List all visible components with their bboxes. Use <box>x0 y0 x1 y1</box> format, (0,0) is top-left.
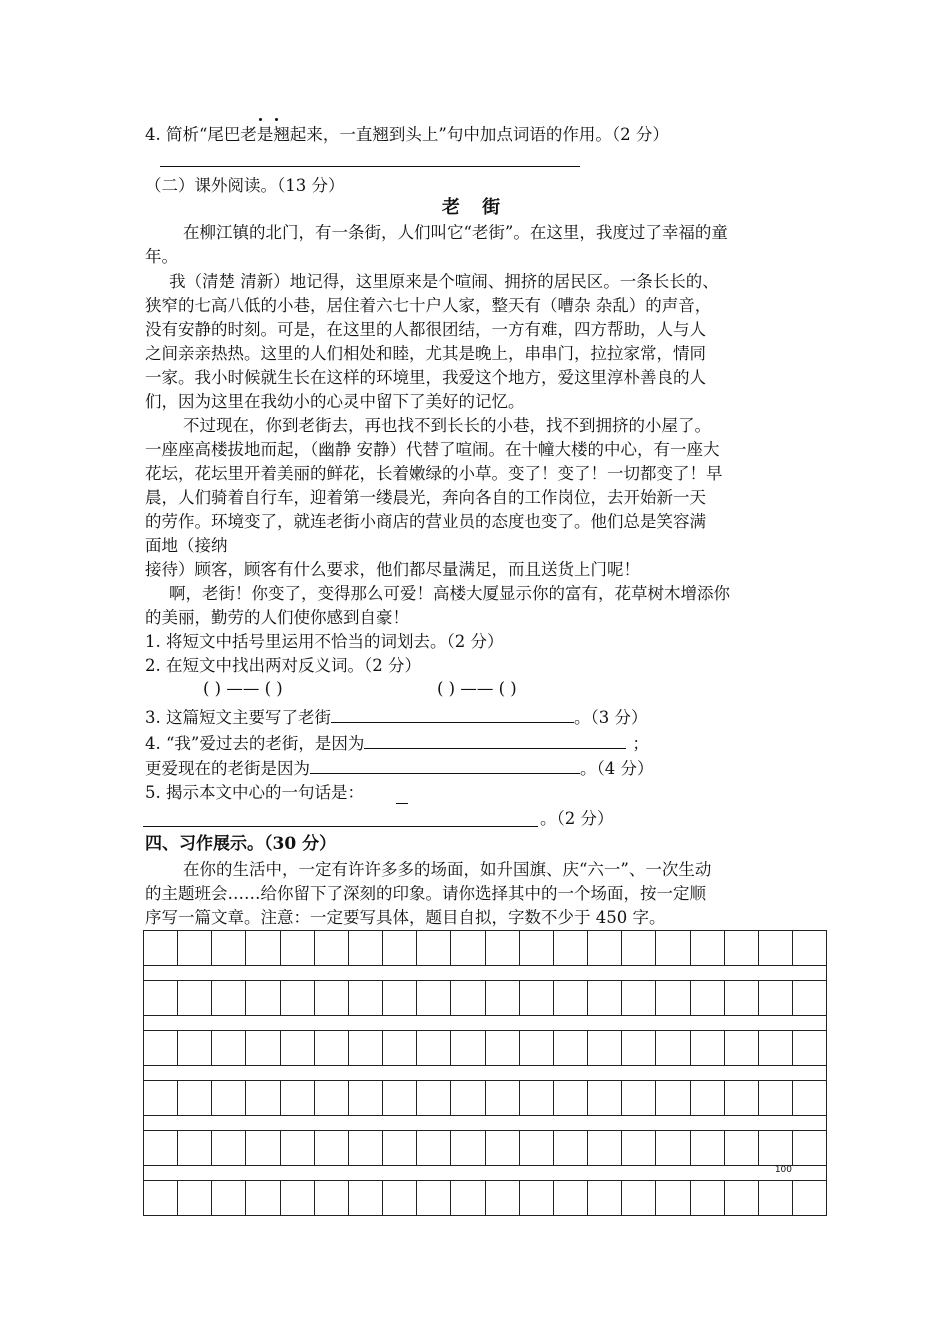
grid-cell[interactable] <box>793 1081 826 1115</box>
grid-cell[interactable] <box>520 1131 554 1165</box>
grid-cell[interactable] <box>793 931 826 965</box>
paragraph-2: 我（清楚 清新）地记得，这里原来是个喧闹、拥挤的居民区。一条长长的、 <box>169 272 719 291</box>
grid-cell[interactable] <box>383 1181 417 1215</box>
grid-cell[interactable] <box>144 1081 178 1115</box>
paragraph-3: 面地（接纳 <box>145 536 228 555</box>
answer-line[interactable] <box>331 706 574 723</box>
grid-cell[interactable] <box>691 1031 725 1065</box>
grid-cell[interactable] <box>315 981 349 1015</box>
grid-cell[interactable] <box>554 981 588 1015</box>
question-3 <box>145 706 648 729</box>
grid-cell[interactable] <box>281 981 315 1015</box>
grid-cell[interactable] <box>417 1131 451 1165</box>
grid-cell[interactable] <box>759 1181 793 1215</box>
grid-cell[interactable] <box>178 931 212 965</box>
grid-cell[interactable] <box>383 981 417 1015</box>
grid-cell[interactable] <box>656 1181 690 1215</box>
grid-cell[interactable] <box>451 1081 485 1115</box>
grid-cell[interactable] <box>383 931 417 965</box>
grid-cell[interactable] <box>486 1031 520 1065</box>
antonym-pair-2[interactable]: ( ) —— ( ) <box>437 679 517 698</box>
grid-cell[interactable] <box>486 1181 520 1215</box>
grid-cell[interactable] <box>349 1081 383 1115</box>
grid-cell[interactable] <box>246 1031 280 1065</box>
grid-cell[interactable] <box>281 1081 315 1115</box>
composition-prompt: 序写一篇文章。注意：一定要写具体，题目自拟，字数不少于 450 字。 <box>145 908 666 927</box>
grid-cell[interactable] <box>520 931 554 965</box>
paragraph-3: 晨，人们骑着自行车，迎着第一缕晨光，奔向各自的工作岗位，去开始新一天 <box>145 488 706 507</box>
grid-cell[interactable] <box>725 1181 759 1215</box>
writing-grid[interactable] <box>143 930 827 1216</box>
grid-cell[interactable] <box>725 1081 759 1115</box>
grid-cell[interactable] <box>178 1031 212 1065</box>
question-4b-score: 。（4 分） <box>580 759 654 778</box>
grid-cell[interactable] <box>383 1131 417 1165</box>
grid-cell[interactable] <box>212 1131 246 1165</box>
grid-cell[interactable] <box>622 1181 656 1215</box>
grid-row[interactable] <box>143 980 827 1015</box>
grid-cell[interactable] <box>759 1131 793 1165</box>
grid-gap <box>143 1015 827 1030</box>
antonym-pair-1[interactable]: ( ) —— ( ) <box>203 679 283 698</box>
grid-cell[interactable] <box>793 1181 826 1215</box>
paragraph-3: 的劳作。环境变了，就连老街小商店的营业员的态度也变了。他们总是笑容满 <box>145 512 706 531</box>
grid-gap <box>143 1065 827 1080</box>
grid-cell[interactable] <box>656 1131 690 1165</box>
grid-cell[interactable] <box>554 1131 588 1165</box>
question-4a-text: 4. “我”爱过去的老街，是因为 <box>145 734 365 753</box>
story-title: 老 街 <box>441 197 509 218</box>
grid-cell[interactable] <box>520 1081 554 1115</box>
paragraph-2: 没有安静的时刻。可是，在这里的人都很团结，一方有难，四方帮助，人与人 <box>145 320 706 339</box>
answer-line[interactable] <box>364 732 626 749</box>
grid-cell[interactable] <box>588 1131 622 1165</box>
grid-cell[interactable] <box>793 981 826 1015</box>
grid-cell[interactable] <box>315 1031 349 1065</box>
question-4a <box>145 732 649 755</box>
question-3-text: 3. 这篇短文主要写了老街 <box>145 708 331 727</box>
grid-cell[interactable] <box>281 1181 315 1215</box>
grid-cell[interactable] <box>520 981 554 1015</box>
answer-line[interactable] <box>143 826 538 827</box>
paragraph-1: 年。 <box>145 247 178 266</box>
answer-line[interactable] <box>396 803 408 804</box>
emphasis-dot <box>275 118 278 121</box>
grid-cell[interactable] <box>451 931 485 965</box>
paragraph-2: 一家。我小时候就生长在这样的环境里，我爱这个地方，爱这里淳朴善良的人 <box>145 368 706 387</box>
composition-prompt: 在你的生活中，一定有许许多多的场面，如升国旗、庆“六一”、一次生动 <box>183 860 712 879</box>
grid-cell[interactable] <box>178 1181 212 1215</box>
grid-cell[interactable] <box>725 1131 759 1165</box>
grid-cell[interactable] <box>759 931 793 965</box>
grid-cell[interactable] <box>417 931 451 965</box>
grid-cell[interactable] <box>622 1131 656 1165</box>
grid-cell[interactable] <box>486 1081 520 1115</box>
answer-line[interactable] <box>160 166 580 167</box>
grid-cell[interactable] <box>451 1031 485 1065</box>
paragraph-1: 在柳江镇的北门，有一条街，人们叫它“老街”。在这里，我度过了幸福的童 <box>183 223 728 242</box>
grid-cell[interactable] <box>178 1131 212 1165</box>
grid-cell[interactable] <box>281 1031 315 1065</box>
grid-row[interactable] <box>143 1030 827 1065</box>
grid-cell[interactable] <box>486 931 520 965</box>
grid-cell[interactable] <box>554 931 588 965</box>
grid-cell[interactable] <box>759 981 793 1015</box>
grid-cell[interactable] <box>725 1031 759 1065</box>
grid-cell[interactable] <box>383 1081 417 1115</box>
paragraph-2: 狭窄的七高八低的小巷，居住着六七十户人家，整天有（嘈杂 杂乱）的声音， <box>145 296 712 315</box>
paragraph-2: 之间亲亲热热。这里的人们相处和睦，尤其是晚上，串串门，拉拉家常，情同 <box>145 344 706 363</box>
question-5: 5. 揭示本文中心的一句话是： <box>145 783 364 802</box>
grid-cell[interactable] <box>212 1081 246 1115</box>
grid-row[interactable] <box>143 1130 827 1165</box>
grid-cell[interactable] <box>315 1081 349 1115</box>
grid-cell[interactable] <box>212 1181 246 1215</box>
grid-cell[interactable] <box>281 1131 315 1165</box>
grid-cell[interactable] <box>315 931 349 965</box>
question-4b-text: 更爱现在的老街是因为 <box>145 759 310 778</box>
grid-cell[interactable] <box>691 1131 725 1165</box>
grid-cell[interactable] <box>349 931 383 965</box>
word-count-marker: 100 <box>774 1165 792 1175</box>
grid-cell[interactable] <box>144 981 178 1015</box>
grid-cell[interactable] <box>520 1181 554 1215</box>
paragraph-2: 们，因为这里在我幼小的心灵中留下了美好的记忆。 <box>145 392 525 411</box>
grid-row[interactable] <box>143 1080 827 1115</box>
grid-cell[interactable] <box>417 981 451 1015</box>
grid-cell[interactable] <box>349 981 383 1015</box>
grid-cell[interactable] <box>554 1081 588 1115</box>
grid-cell[interactable] <box>212 981 246 1015</box>
grid-cell[interactable] <box>622 931 656 965</box>
grid-cell[interactable] <box>144 931 178 965</box>
grid-cell[interactable] <box>451 1181 485 1215</box>
grid-cell[interactable] <box>691 1181 725 1215</box>
grid-cell[interactable] <box>725 931 759 965</box>
grid-cell[interactable] <box>554 1181 588 1215</box>
grid-cell[interactable] <box>178 1081 212 1115</box>
grid-cell[interactable] <box>178 981 212 1015</box>
grid-cell[interactable] <box>417 1081 451 1115</box>
grid-cell[interactable] <box>793 1131 826 1165</box>
grid-cell[interactable] <box>520 1031 554 1065</box>
grid-cell[interactable] <box>588 1031 622 1065</box>
grid-gap <box>143 965 827 980</box>
grid-cell[interactable] <box>588 931 622 965</box>
grid-cell[interactable] <box>451 1131 485 1165</box>
grid-cell[interactable] <box>144 1181 178 1215</box>
section-heading-writing: 四、习作展示。（30 分） <box>145 834 337 854</box>
section-heading-reading: （二）课外阅读。（13 分） <box>145 176 345 195</box>
answer-line[interactable] <box>310 757 580 774</box>
grid-cell[interactable] <box>656 1081 690 1115</box>
grid-cell[interactable] <box>554 1031 588 1065</box>
grid-cell[interactable] <box>588 1181 622 1215</box>
grid-cell[interactable] <box>144 1131 178 1165</box>
grid-cell[interactable] <box>281 931 315 965</box>
grid-cell[interactable] <box>451 981 485 1015</box>
grid-cell[interactable] <box>622 1031 656 1065</box>
grid-cell[interactable] <box>656 1031 690 1065</box>
grid-cell[interactable] <box>656 981 690 1015</box>
grid-row[interactable] <box>143 1180 827 1216</box>
paragraph-3: 不过现在，你到老街去，再也找不到长长的小巷，找不到拥挤的小屋了。 <box>183 416 711 435</box>
grid-cell[interactable] <box>486 1131 520 1165</box>
grid-row[interactable] <box>143 930 827 965</box>
grid-cell[interactable] <box>691 981 725 1015</box>
grid-cell[interactable] <box>417 1031 451 1065</box>
question-3-score: 。（3 分） <box>574 708 648 727</box>
grid-cell[interactable] <box>246 1081 280 1115</box>
grid-cell[interactable] <box>656 931 690 965</box>
grid-cell[interactable] <box>417 1181 451 1215</box>
grid-cell[interactable] <box>588 981 622 1015</box>
grid-cell[interactable] <box>212 1031 246 1065</box>
grid-cell[interactable] <box>246 1131 280 1165</box>
grid-cell[interactable] <box>622 981 656 1015</box>
question-4a-end: ； <box>632 734 649 753</box>
paragraph-3: 接待）顾客，顾客有什么要求，他们都尽量满足，而且送货上门呢！ <box>145 560 640 579</box>
grid-cell[interactable] <box>246 1181 280 1215</box>
grid-cell[interactable] <box>691 931 725 965</box>
grid-cell[interactable] <box>759 1031 793 1065</box>
grid-cell[interactable] <box>315 1131 349 1165</box>
grid-cell[interactable] <box>246 931 280 965</box>
question-2: 2. 在短文中找出两对反义词。（2 分） <box>145 656 421 675</box>
grid-cell[interactable] <box>725 981 759 1015</box>
question-4-previous: 4. 简析“尾巴老是翘起来，一直翘到头上”句中加点词语的作用。（2 分） <box>145 125 669 144</box>
grid-cell[interactable] <box>212 931 246 965</box>
composition-prompt: 的主题班会……给你留下了深刻的印象。请你选择其中的一个场面，按一定顺 <box>145 884 706 903</box>
grid-cell[interactable] <box>315 1181 349 1215</box>
grid-gap <box>143 1165 827 1180</box>
grid-gap <box>143 1115 827 1130</box>
grid-cell[interactable] <box>383 1031 417 1065</box>
grid-cell[interactable] <box>246 981 280 1015</box>
grid-cell[interactable] <box>691 1081 725 1115</box>
grid-cell[interactable] <box>349 1031 383 1065</box>
grid-cell[interactable] <box>588 1081 622 1115</box>
grid-cell[interactable] <box>793 1031 826 1065</box>
grid-cell[interactable] <box>759 1081 793 1115</box>
paragraph-3: 一座座高楼拔地而起，（幽静 安静）代替了喧闹。在十幢大楼的中心，有一座大 <box>145 440 720 459</box>
paragraph-4: 啊，老街！你变了，变得那么可爱！高楼大厦显示你的富有，花草树木增添你 <box>169 584 730 603</box>
grid-cell[interactable] <box>622 1081 656 1115</box>
question-1: 1. 将短文中括号里运用不恰当的词划去。（2 分） <box>145 632 504 651</box>
emphasis-dot <box>259 118 262 121</box>
question-4b <box>145 757 654 780</box>
paragraph-3: 花坛，花坛里开着美丽的鲜花，长着嫩绿的小草。变了！变了！一切都变了！早 <box>145 464 723 483</box>
grid-cell[interactable] <box>349 1181 383 1215</box>
question-5-score: 。（2 分） <box>540 809 614 828</box>
paragraph-4: 的美丽，勤劳的人们使你感到自豪！ <box>145 608 409 627</box>
grid-cell[interactable] <box>486 981 520 1015</box>
grid-cell[interactable] <box>349 1131 383 1165</box>
grid-cell[interactable] <box>144 1031 178 1065</box>
